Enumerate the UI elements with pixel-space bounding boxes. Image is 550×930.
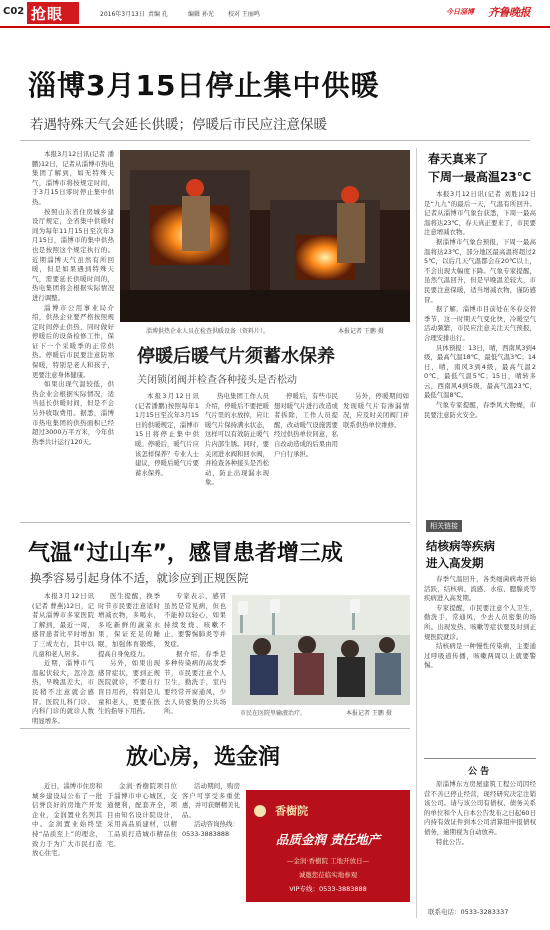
ad-paragraph: 近日，淄博市住房和城乡建设局公布了一批信誉良好的房地产开发企业，金润置业名列其中。金润置业始终坚持“品质至上”的理念，致力于为广大市民打造放心住宅。 [32,782,102,858]
ad-logo-text: 香樹院 [275,804,309,818]
ad-headline: 放心房，选金润 [126,745,281,770]
page-header [0,0,550,30]
lead-paragraph: 本报3月12日讯(记者 潘鹏)12日，记者从淄博市热电集团了解到，如无特殊天气，淄博市将按规定时间，于3月15日零时停止集中供热。 [32,150,114,206]
side-headline-2: 下周一最高温23℃ [428,170,532,184]
temp-paragraph: 近期，淄博市气温起伏较大，忽冷忽热，早晚温差大，市民稍不注意就会感冒。医院儿科门诊、内科门诊的就诊人数明显增多。 [32,659,94,725]
lead-photo-credit: 本报记者 王鹏 摄 [338,328,384,335]
lead-photo [120,150,410,322]
lead-headline: 淄博3月15日停止集中供暖 [28,69,380,102]
divider [20,140,530,141]
notice-title: 公 告 [468,767,490,777]
notice-paragraph: 原淄博东方房屋建筑工程公司因经营不善已停止经营，现经研究决定注销该公司。请与该公司有债权、债务关系的单位和个人自本公告发布之日起60日内持有效证件到本公司清算组申报债权债务，逾期视为自动放弃。 [424,780,536,836]
temp-subheadline: 换季容易引起身体不适，就诊应到正规医院 [30,571,249,585]
temp-column-1 [32,592,94,792]
editor-credit: 责编 孔 [148,11,168,18]
temp-photo [232,595,410,705]
lead-photo-caption: 淄博供热企业人员在检查供暖设备（资料片）。 [146,328,270,335]
notice-column [424,780,536,902]
temp-photo-caption: 市民在医院里输液治疗。 [240,710,307,717]
ad-hotline-label: 活动咨询热线： [194,820,239,829]
mid-paragraph: 另外，停暖期间如发现暖气片有渗漏情况，应及时关闭阀门并联系供热单位维修。 [343,392,409,429]
ad-paragraph: 金润·香樹院项目位于淄博市中心城区，交通便利，配套齐全，项目由知名设计院设计，采用高品质建材，以精工品质打造城市精品住宅。 [107,782,177,848]
ad-column-1 [32,782,102,917]
notice-contact: 联系电话：0533-3283337 [428,908,509,916]
lead-paragraph: 淄博市公用事业局介绍，供热企业要严格按照规定时间停止供热，同时做好停暖后的设备检修工作，保证下一个采暖季的正常供热。停暖后市民要注意防寒保暖，特别是老人和孩子，更要注意身体健康。 [32,303,114,379]
mid-subheadline: 关闭锁闭阀并检查各种接头是否松动 [137,375,297,386]
mid-column-2 [205,392,269,512]
ad-paragraph: 活动期间，购房客户可享受多重优惠，并可获赠精美礼品。 [182,782,240,819]
mid-paragraph: 本报3月12日讯(记者潘鹏)按照每年11月15日至次年3月15日的供暖规定，淄博市15日将停止集中供暖。停暖后，暖气片应该怎样保养？专业人士建议，停暖后暖气片要蓄水保养。 [135,392,199,477]
date-line: 2016年3月13日 [100,11,145,18]
brand-logo: 齐鲁晚报 [488,6,530,19]
related-headline: 结核病等疾病 [426,539,495,553]
related-paragraph: 结核病是一种慢性传染病，主要通过呼吸道传播，咳嗽两周以上就要警惕。 [424,642,536,670]
ad-logo [254,800,402,822]
header-rule [0,26,550,28]
related-paragraph: 春季气温回升，各类细菌病毒开始活跃，结核病、流感、水痘、腮腺炎等疾病进入高发期。 [424,575,536,603]
ad-column-2 [107,782,177,917]
temp-paragraph: 本报3月12日讯(记者 曹燕)12日，记者从淄博市多家医院了解到，最近一周，感冒患者比平时增加了三成左右，其中以儿童和老人居多。 [32,592,94,658]
ad-logo-icon [254,805,266,817]
ad-banner-sub: —金润·香樹院 工地开放日— [286,857,370,865]
related-paragraph: 专家提醒，市民要注意个人卫生，勤洗手，常通风，少去人员密集的场所。出现发热、咳嗽等症状要及时到正规医院就诊。 [424,603,536,641]
boiler-room-illustration [120,150,410,322]
mid-column-3 [274,392,338,512]
side-headline: 春天真来了 [428,152,489,166]
side-paragraph: 据了解，淄博市目前处在冬春交替季节，这一时期天气变化快，冷暖空气活动频繁，市民应注意关注天气预报，合理安排出行。 [424,305,536,342]
ad-banner-sub2: 诚邀您莅临实地参观 [298,871,358,879]
related-column [424,575,536,750]
temp-photo-credit: 本报记者 王鹏 摄 [346,710,392,717]
hospital-illustration [232,595,410,705]
side-paragraph: 据淄博市气象台预报，下周一最高温将达23℃，部分地区最高温将超过25℃，以后几天气温都会在20℃以上，不会出现大幅度下降。气象专家提醒，虽然气温回升，但是早晚温差较大，市民要注意保暖，适当增减衣物，谨防感冒。 [424,237,536,304]
lead-column-2 [32,450,114,510]
temp-paragraph: 据介绍，春季是多种传染病的高发季节，市民要注意个人卫生，勤洗手，室内要经常开窗通风，少去人员密集的公共场所。 [164,649,226,716]
proof-credit: 校对 王丽鸣 [228,11,260,18]
ad-banner-main: 品质金润 责任地产 [275,832,381,847]
notice-rule [424,758,536,759]
ad-column-3 [182,782,240,917]
related-headline-2: 进入高发期 [426,556,484,570]
section-title: 抢眼 [31,5,64,23]
designer-credit: 编辑 孙光 [188,11,214,18]
lead-column-1 [32,150,114,450]
ad-hotline: 0533-3883888 [182,829,230,838]
lead-paragraph: 按照山东省住房城乡建设厅规定，全省集中供暖时间为每年11月15日至次年3月15日，淄博市的集中供热也是按照这个规定执行的。近期淄博天气虽然有所回暖，但是如果遇到特殊天气，需要延长供暖时间的，热电集团将会根据实际情况进行调整。 [32,207,114,302]
related-link-tag: 相关链接 [426,520,462,532]
lead-subheadline: 若遇特殊天气会延长供暖；停暖后市民应注意保暖 [30,117,327,133]
ad-banner-phone: VIP专线：0533-3883888 [289,885,367,893]
mid-paragraph: 热电集团工作人员介绍，停暖后不要把暖气片里的水放掉，应让暖气片保持满水状态，这样可以有效防止暖气片内部生锈。同时，要关闭进水阀和回水阀，并检查各种接头是否松动，防止出现漏水现象。 [205,392,269,487]
notice-paragraph: 特此公告。 [436,837,468,846]
mid-column-4 [343,392,409,512]
page-number: C02 [3,6,25,17]
side-paragraph: 气象专家提醒，春季风大物燥，市民要注意防火安全。 [424,401,536,419]
side-paragraph: 具体预报：13日，晴，西南风3到4级，最高气温18℃，最低气温3℃；14日，晴，南风3到4级，最高气温20℃，最低气温5℃；15日，晴转多云，西南风4到5级，最高气温23℃，最低气温8℃。 [424,343,536,400]
side-paragraph: 本报3月12日讯(记者 刘胜)12日是“九九”的最后一天，气温有所回升。记者从淄博市气象台获悉，下周一最高温将达23℃，春天真正要来了，市民要注意增减衣物。 [424,190,536,237]
divider [20,728,410,729]
divider [20,522,410,523]
mid-headline: 停暖后暖气片须蓄水保养 [137,346,335,367]
temp-paragraph: 另外，如果出现感冒症状，要到正规医院就诊，不要自行盲目用药，特别是儿童和老人，更要在医生的指导下用药。 [98,659,160,716]
lead-paragraph: 如果出现气温较低，供热企业会根据实际情况，适当延长供暖时间，但是不会另外收取费用。据悉，淄博市热电集团的供热面积已经超过3000万平方米，今年供热季共计运行120天。 [32,380,114,446]
temp-paragraph: 医生提醒，换季时节市民要注意适时增减衣物，多喝水，多吃新鲜的蔬菜水果，保证充足的睡眠，加强体育锻炼，提高自身免疫力。 [98,592,160,658]
mid-column-1 [135,392,199,512]
brand-small: 今日淄博 [446,8,474,16]
ad-banner [246,790,410,902]
side-column [424,190,536,470]
mid-paragraph: 停暖后，有些市民想对暖气片进行改造或者拆除，工作人员提醒，改动暖气设施需要经过供热单位同意，私自改动造成的后果由用户自行承担。 [274,392,338,458]
column-divider [416,148,417,918]
temp-paragraph: 专家表示，感冒虽然是常见病，但也不能掉以轻心，如果持续发烧、咳嗽不止，要警惕肺炎等并发症。 [164,592,226,648]
temp-headline: 气温“过山车”，感冒患者增三成 [28,541,343,566]
